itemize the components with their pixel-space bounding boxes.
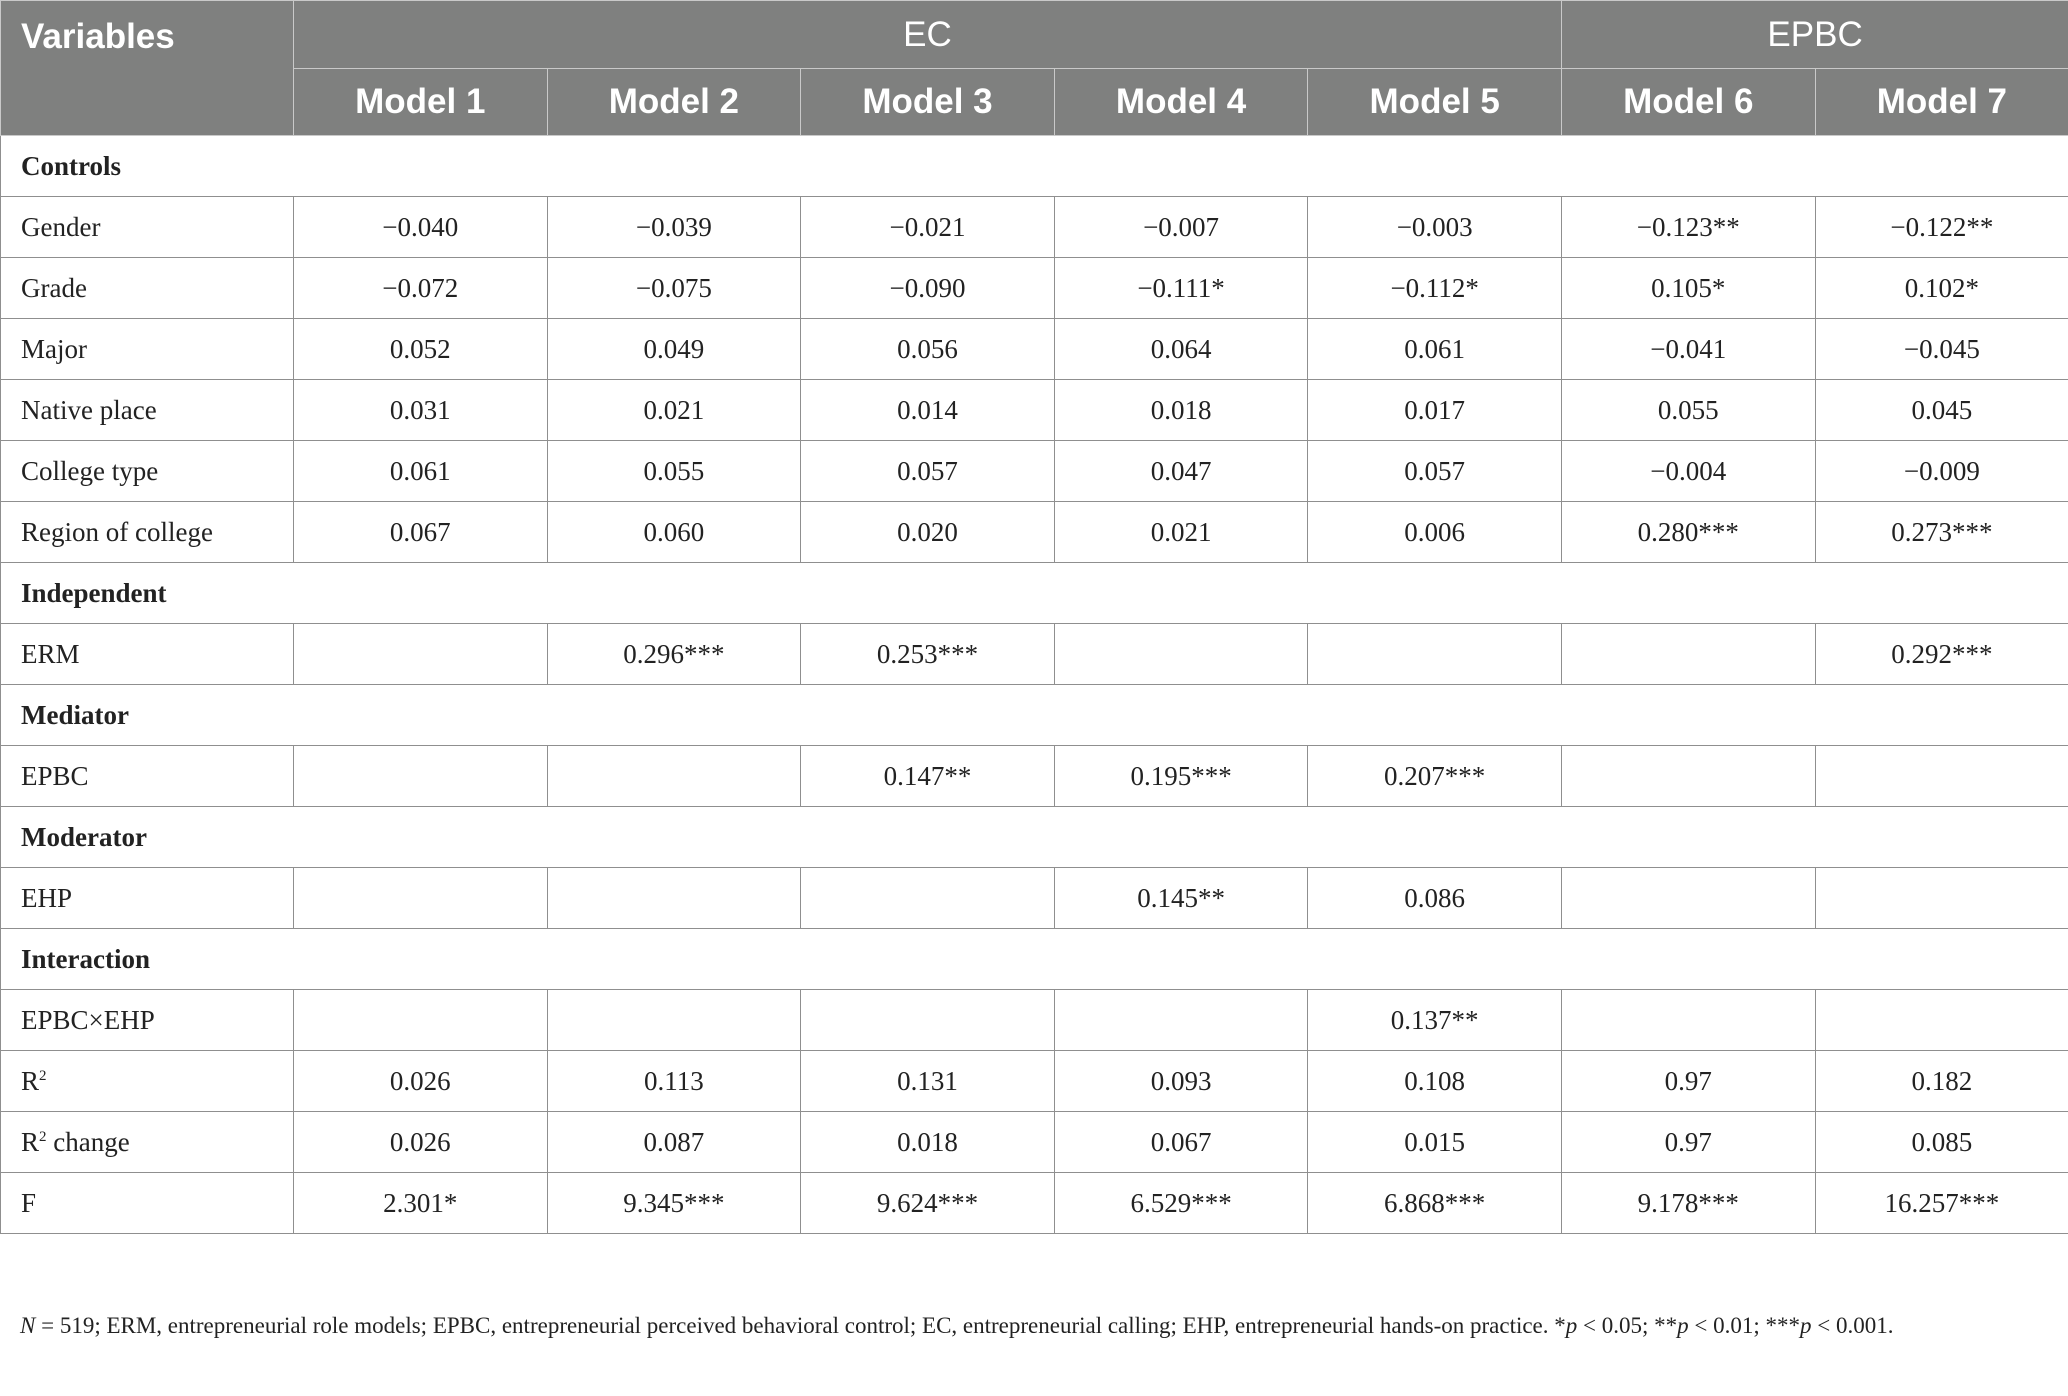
section-label: Mediator xyxy=(1,685,2068,746)
model-header: Model 6 xyxy=(1561,69,1815,136)
table-cell: 0.047 xyxy=(1054,441,1308,502)
row-label: Major xyxy=(1,319,294,380)
table-cell xyxy=(1815,990,2068,1051)
table-cell: 0.195*** xyxy=(1054,746,1308,807)
table-cell xyxy=(547,868,801,929)
table-cell: 0.147** xyxy=(801,746,1055,807)
table-cell: 0.021 xyxy=(1054,502,1308,563)
table-cell xyxy=(1561,746,1815,807)
table-cell xyxy=(1815,868,2068,929)
section-row-mediator xyxy=(1,685,2068,746)
model-header: Model 5 xyxy=(1308,69,1562,136)
footnote-text: < 0.001. xyxy=(1811,1313,1894,1338)
table-cell xyxy=(547,990,801,1051)
row-label-text: R xyxy=(21,1126,40,1157)
table-cell: 0.049 xyxy=(547,319,801,380)
table-cell: 0.057 xyxy=(801,441,1055,502)
footnote-text: < 0.01; *** xyxy=(1688,1313,1801,1338)
variables-header: Variables xyxy=(1,1,294,136)
table-cell xyxy=(294,990,548,1051)
row-label: Region of college xyxy=(1,502,294,563)
table-cell: 0.061 xyxy=(294,441,548,502)
table-cell: 0.064 xyxy=(1054,319,1308,380)
table-cell: 2.301* xyxy=(294,1173,548,1234)
table-cell: 0.018 xyxy=(1054,380,1308,441)
table-cell xyxy=(1054,990,1308,1051)
table-cell: 0.031 xyxy=(294,380,548,441)
table-cell: 0.97 xyxy=(1561,1112,1815,1173)
table-row xyxy=(1,380,2068,441)
table-cell: 0.085 xyxy=(1815,1112,2068,1173)
table-cell: 0.061 xyxy=(1308,319,1562,380)
section-label: Moderator xyxy=(1,807,2068,868)
section-label: Controls xyxy=(1,136,2068,197)
section-row-controls xyxy=(1,136,2068,197)
table-cell xyxy=(1561,990,1815,1051)
model-header: Model 1 xyxy=(294,69,548,136)
section-row-independent xyxy=(1,563,2068,624)
section-row-interaction xyxy=(1,929,2068,990)
row-label xyxy=(1,1051,294,1112)
table-row xyxy=(1,868,2068,929)
table-cell: 6.868*** xyxy=(1308,1173,1562,1234)
table-cell: 0.017 xyxy=(1308,380,1562,441)
table-row xyxy=(1,197,2068,258)
table-cell: 0.207*** xyxy=(1308,746,1562,807)
row-label: EHP xyxy=(1,868,294,929)
table-cell: −0.112* xyxy=(1308,258,1562,319)
table-cell: 0.052 xyxy=(294,319,548,380)
model-header: Model 4 xyxy=(1054,69,1308,136)
table-cell: −0.041 xyxy=(1561,319,1815,380)
table-cell: 16.257*** xyxy=(1815,1173,2068,1234)
table-cell: 0.067 xyxy=(1054,1112,1308,1173)
ec-group-header: EC xyxy=(294,1,1562,69)
table-cell: 0.026 xyxy=(294,1051,548,1112)
table-cell xyxy=(1561,868,1815,929)
table-cell: 9.178*** xyxy=(1561,1173,1815,1234)
model-header: Model 7 xyxy=(1815,69,2068,136)
table-row xyxy=(1,319,2068,380)
table-cell: 0.026 xyxy=(294,1112,548,1173)
table-cell: 0.020 xyxy=(801,502,1055,563)
footnote-p: p xyxy=(1565,1313,1578,1338)
footnote-p: p xyxy=(1677,1313,1689,1338)
footnote-p: p xyxy=(1800,1313,1812,1338)
table-cell: 0.137** xyxy=(1308,990,1562,1051)
row-label: EPBC xyxy=(1,746,294,807)
table-cell: 0.021 xyxy=(547,380,801,441)
row-label: College type xyxy=(1,441,294,502)
table-cell: 0.057 xyxy=(1308,441,1562,502)
row-label: Grade xyxy=(1,258,294,319)
table-cell: 0.055 xyxy=(547,441,801,502)
row-label-text: change xyxy=(46,1126,130,1157)
table-cell: −0.021 xyxy=(801,197,1055,258)
table-cell: −0.072 xyxy=(294,258,548,319)
table-row xyxy=(1,746,2068,807)
table-cell: 0.093 xyxy=(1054,1051,1308,1112)
table-cell: −0.003 xyxy=(1308,197,1562,258)
row-label: Gender xyxy=(1,197,294,258)
table-cell: 6.529*** xyxy=(1054,1173,1308,1234)
table-cell: −0.040 xyxy=(294,197,548,258)
table-row xyxy=(1,441,2068,502)
table-cell: 0.296*** xyxy=(547,624,801,685)
table-cell: 0.067 xyxy=(294,502,548,563)
footnote-text: < 0.05; ** xyxy=(1577,1313,1678,1338)
table-cell: 0.060 xyxy=(547,502,801,563)
table-cell: −0.009 xyxy=(1815,441,2068,502)
table-cell: −0.007 xyxy=(1054,197,1308,258)
table-cell xyxy=(801,868,1055,929)
table-cell: 0.145** xyxy=(1054,868,1308,929)
row-label: ERM xyxy=(1,624,294,685)
table-cell xyxy=(294,624,548,685)
table-cell: 0.006 xyxy=(1308,502,1562,563)
section-row-moderator xyxy=(1,807,2068,868)
table-cell: 0.108 xyxy=(1308,1051,1562,1112)
table-row xyxy=(1,990,2068,1051)
table-cell: −0.039 xyxy=(547,197,801,258)
table-cell: 0.253*** xyxy=(801,624,1055,685)
table-cell: 0.086 xyxy=(1308,868,1562,929)
table-cell: 0.045 xyxy=(1815,380,2068,441)
row-label: F xyxy=(1,1173,294,1234)
table-cell xyxy=(294,746,548,807)
footnote-text: = 519; ERM, entrepreneurial role models; EPBC, entrepreneurial perceived behavioral control; EC, entrepreneurial calling; EHP, entrepreneurial hands-on practice. * xyxy=(35,1313,1566,1338)
table-cell xyxy=(1561,624,1815,685)
table-cell: 0.014 xyxy=(801,380,1055,441)
table-cell: 0.131 xyxy=(801,1051,1055,1112)
table-cell xyxy=(294,868,548,929)
table-cell xyxy=(547,746,801,807)
section-label: Interaction xyxy=(1,929,2068,990)
table-cell: 0.292*** xyxy=(1815,624,2068,685)
table-row xyxy=(1,1173,2068,1234)
row-label-superscript: 2 xyxy=(39,1128,47,1145)
table-cell: 9.345*** xyxy=(547,1173,801,1234)
table-row xyxy=(1,502,2068,563)
row-label: Native place xyxy=(1,380,294,441)
table-cell: 0.97 xyxy=(1561,1051,1815,1112)
table-cell: 0.018 xyxy=(801,1112,1055,1173)
table-cell: −0.090 xyxy=(801,258,1055,319)
table-cell: 0.102* xyxy=(1815,258,2068,319)
table-cell: −0.122** xyxy=(1815,197,2068,258)
table-cell: 0.055 xyxy=(1561,380,1815,441)
table-cell xyxy=(1054,624,1308,685)
table-cell: 0.273*** xyxy=(1815,502,2068,563)
table-cell: −0.123** xyxy=(1561,197,1815,258)
table-cell: −0.004 xyxy=(1561,441,1815,502)
table-row xyxy=(1,1051,2068,1112)
table-cell: 0.113 xyxy=(547,1051,801,1112)
table-cell xyxy=(1308,624,1562,685)
table-cell: 0.105* xyxy=(1561,258,1815,319)
table-cell: 0.056 xyxy=(801,319,1055,380)
table-cell: −0.045 xyxy=(1815,319,2068,380)
table-cell: 9.624*** xyxy=(801,1173,1055,1234)
table-row xyxy=(1,258,2068,319)
table-cell xyxy=(1815,746,2068,807)
table-cell: 0.087 xyxy=(547,1112,801,1173)
table-header xyxy=(1,1,2068,136)
table-footnote xyxy=(20,1307,2040,1345)
row-label-superscript: 2 xyxy=(39,1067,47,1084)
table-cell: −0.075 xyxy=(547,258,801,319)
table-row xyxy=(1,624,2068,685)
row-label-text: R xyxy=(21,1065,40,1096)
epbc-group-header: EPBC xyxy=(1561,1,2068,69)
model-header: Model 3 xyxy=(801,69,1055,136)
table-row xyxy=(1,1112,2068,1173)
section-label: Independent xyxy=(1,563,2068,624)
row-label xyxy=(1,1112,294,1173)
table-cell xyxy=(801,990,1055,1051)
table-cell: 0.015 xyxy=(1308,1112,1562,1173)
table-cell: −0.111* xyxy=(1054,258,1308,319)
table-cell: 0.280*** xyxy=(1561,502,1815,563)
footnote-n: N xyxy=(20,1313,36,1338)
row-label: EPBC×EHP xyxy=(1,990,294,1051)
model-header: Model 2 xyxy=(547,69,801,136)
table-cell: 0.182 xyxy=(1815,1051,2068,1112)
